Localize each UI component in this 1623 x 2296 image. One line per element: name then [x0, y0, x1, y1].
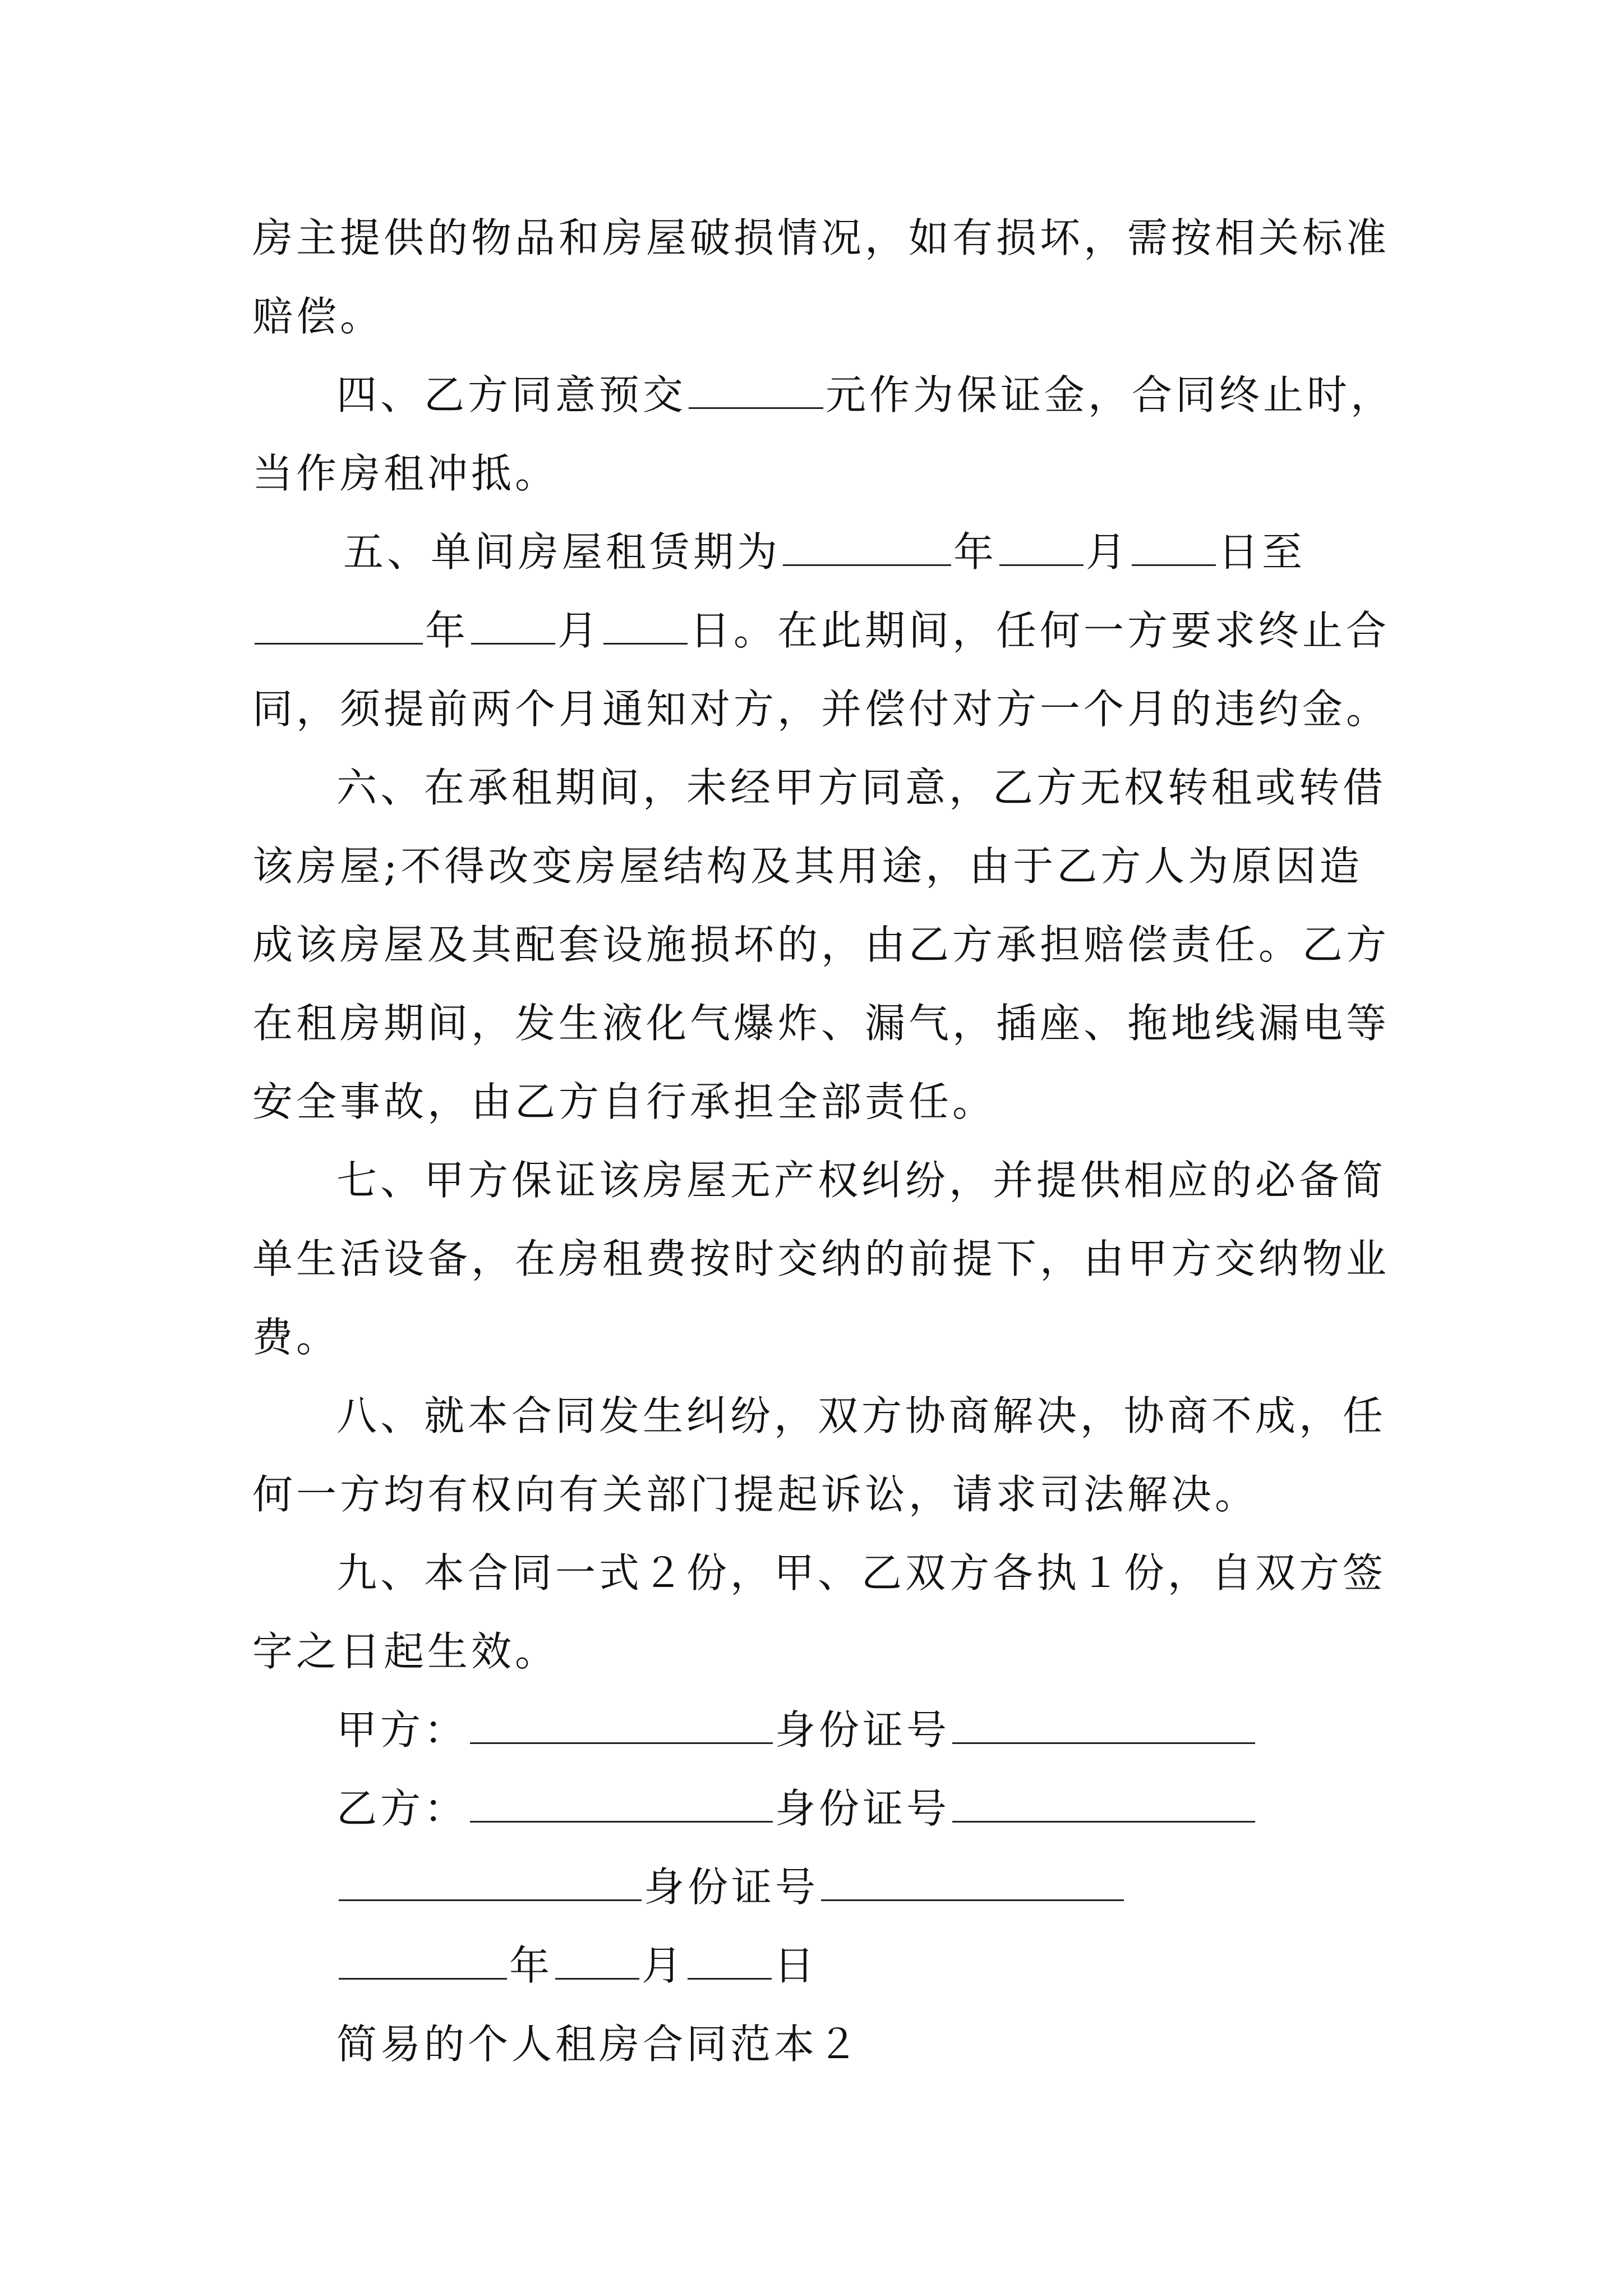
- line-text: 当作房租冲抵。: [252, 450, 559, 497]
- party-b-name-blank: [470, 1788, 773, 1823]
- line-text: 安全事故，由乙方自行承担全部责任。: [252, 1078, 997, 1125]
- line-text: 七、甲方保证该房屋无产权纠纷，并提供相应的必备简: [336, 1157, 1387, 1204]
- line-text: 何一方均有权向有关部门提起诉讼，请求司法解决。: [252, 1471, 1259, 1518]
- id-number-label: 身份证号: [775, 1706, 951, 1754]
- sign-year-blank: [339, 1945, 507, 1980]
- sign-day-blank: [688, 1945, 772, 1980]
- line-text: 单生活设备，在房租费按时交纳的前提下，由甲方交纳物业: [252, 1235, 1390, 1282]
- start-month-blank: [999, 532, 1083, 566]
- paragraph-line: [252, 1628, 559, 1675]
- paragraph-line: [252, 1235, 1390, 1282]
- party-a-signature-line: [336, 1706, 1257, 1754]
- third-name-blank: [339, 1867, 642, 1901]
- paragraph-line: [252, 607, 1390, 654]
- date-line: [336, 1942, 818, 1989]
- paragraph-line: [252, 214, 1390, 261]
- start-year-blank: [783, 532, 951, 566]
- id-number-label: 身份证号: [775, 1785, 951, 1832]
- paragraph-line: [252, 921, 1390, 968]
- id-number-label: 身份证号: [644, 1864, 819, 1911]
- line-text: 五、单间房屋租赁期为: [343, 528, 781, 576]
- end-month-blank: [471, 610, 555, 645]
- deposit-amount-blank: [689, 375, 823, 409]
- line-text: 赔偿。: [252, 293, 384, 340]
- clause-5-line: [343, 528, 1306, 576]
- third-signature-line: [336, 1864, 1126, 1911]
- line-text: 年: [953, 528, 998, 576]
- end-year-blank: [255, 610, 423, 645]
- party-a-name-blank: [470, 1710, 773, 1744]
- paragraph-line: [252, 450, 559, 497]
- line-text: 月: [557, 607, 602, 654]
- line-text: 日。在此期间，任何一方要求终止合: [690, 607, 1390, 654]
- line-text: 四、乙方同意预交: [336, 371, 687, 418]
- paragraph-line: [252, 1471, 1259, 1518]
- party-a-label: 甲方：: [336, 1706, 468, 1754]
- line-text: 年: [425, 607, 469, 654]
- line-text: 字之日起生效。: [252, 1628, 559, 1675]
- year-label: 年: [509, 1942, 554, 1989]
- line-text: 八、就本合同发生纠纷，双方协商解决，协商不成，任: [336, 1392, 1387, 1439]
- line-text: 六、在承租期间，未经甲方同意，乙方无权转租或转借: [336, 764, 1387, 811]
- party-b-id-blank: [952, 1788, 1255, 1823]
- paragraph-line: [252, 1000, 1390, 1047]
- paragraph-line: [336, 1549, 1387, 1596]
- party-b-label: 乙方：: [336, 1785, 468, 1832]
- party-b-signature-line: [336, 1785, 1257, 1832]
- line-text: 同，须提前两个月通知对方，并偿付对方一个月的违约金。: [252, 685, 1390, 733]
- section-title-text: 简易的个人租房合同范本２: [336, 2021, 862, 2068]
- clause-4-line: [336, 371, 1395, 418]
- day-label: 日: [774, 1942, 818, 1989]
- paragraph-line: [252, 293, 384, 340]
- third-id-blank: [821, 1867, 1124, 1901]
- month-label: 月: [642, 1942, 686, 1989]
- line-text: 月: [1086, 528, 1130, 576]
- line-text: 成该房屋及其配套设施损坏的，由乙方承担赔偿责任。乙方: [252, 921, 1390, 968]
- start-day-blank: [1132, 532, 1216, 566]
- line-text: 元作为保证金，合同终止时，: [826, 371, 1395, 418]
- next-section-title: [336, 2021, 862, 2068]
- paragraph-line: [252, 843, 1363, 890]
- sign-month-blank: [555, 1945, 639, 1980]
- line-text: 费。: [252, 1314, 340, 1361]
- line-text: 九、本合同一式２份，甲、乙双方各执１份，自双方签: [336, 1549, 1387, 1596]
- paragraph-line: [252, 1314, 340, 1361]
- line-text: 日至: [1218, 528, 1306, 576]
- line-text: 在租房期间，发生液化气爆炸、漏气，插座、拖地线漏电等: [252, 1000, 1390, 1047]
- paragraph-line: [252, 1078, 997, 1125]
- paragraph-line: [252, 685, 1390, 733]
- line-text: 该房屋;不得改变房屋结构及其用途，由于乙方人为原因造: [252, 843, 1363, 890]
- paragraph-line: [336, 764, 1387, 811]
- paragraph-line: [336, 1392, 1387, 1439]
- paragraph-line: [336, 1157, 1387, 1204]
- end-day-blank: [603, 610, 688, 645]
- line-text: 房主提供的物品和房屋破损情况，如有损坏，需按相关标准: [252, 214, 1390, 261]
- party-a-id-blank: [952, 1710, 1255, 1744]
